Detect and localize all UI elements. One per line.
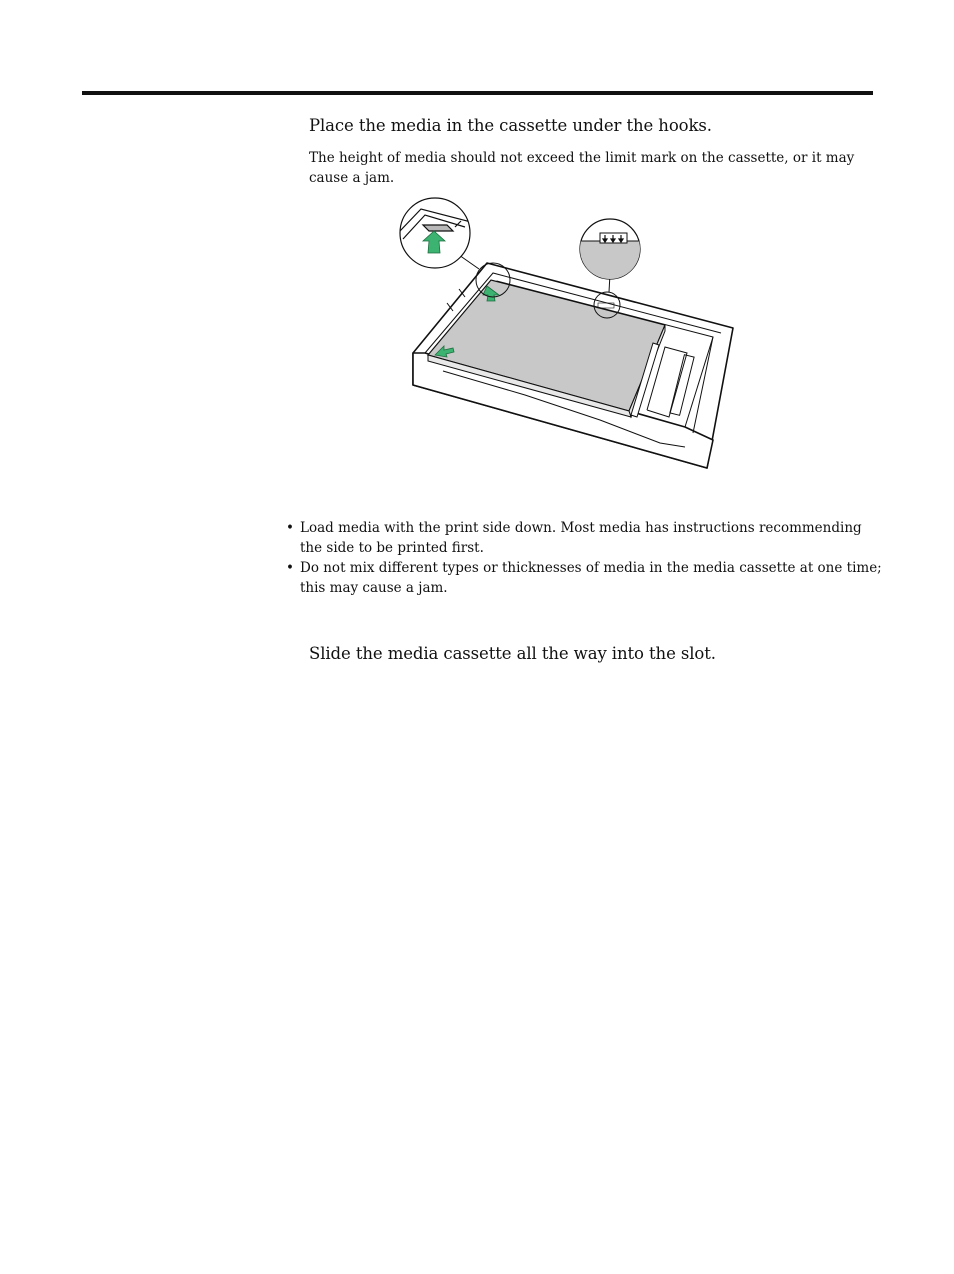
tip-item	[286, 518, 886, 558]
step-slide-cassette: Slide the media cassette all the way into the slot.	[309, 644, 716, 663]
hook-magnifier	[400, 198, 475, 268]
bullet-icon: •	[286, 560, 294, 576]
note-media-height: The height of media should not exceed the limit mark on the cassette, or it may cause a jam.	[309, 150, 855, 186]
tips-list	[286, 518, 886, 598]
tip-text: Load media with the print side down. Most media has instructions recommending the side to be printed first.	[300, 520, 862, 556]
step-place-media: Place the media in the cassette under the hooks.	[309, 116, 712, 135]
tip-text: Do not mix different types or thicknesses of media in the media cassette at one time; this may cause a jam.	[300, 560, 882, 596]
bullet-icon: •	[286, 520, 294, 536]
tip-item	[286, 558, 886, 598]
cassette-illustration	[395, 195, 745, 475]
limit-mark-magnifier	[575, 219, 645, 281]
header-rule	[82, 91, 873, 95]
